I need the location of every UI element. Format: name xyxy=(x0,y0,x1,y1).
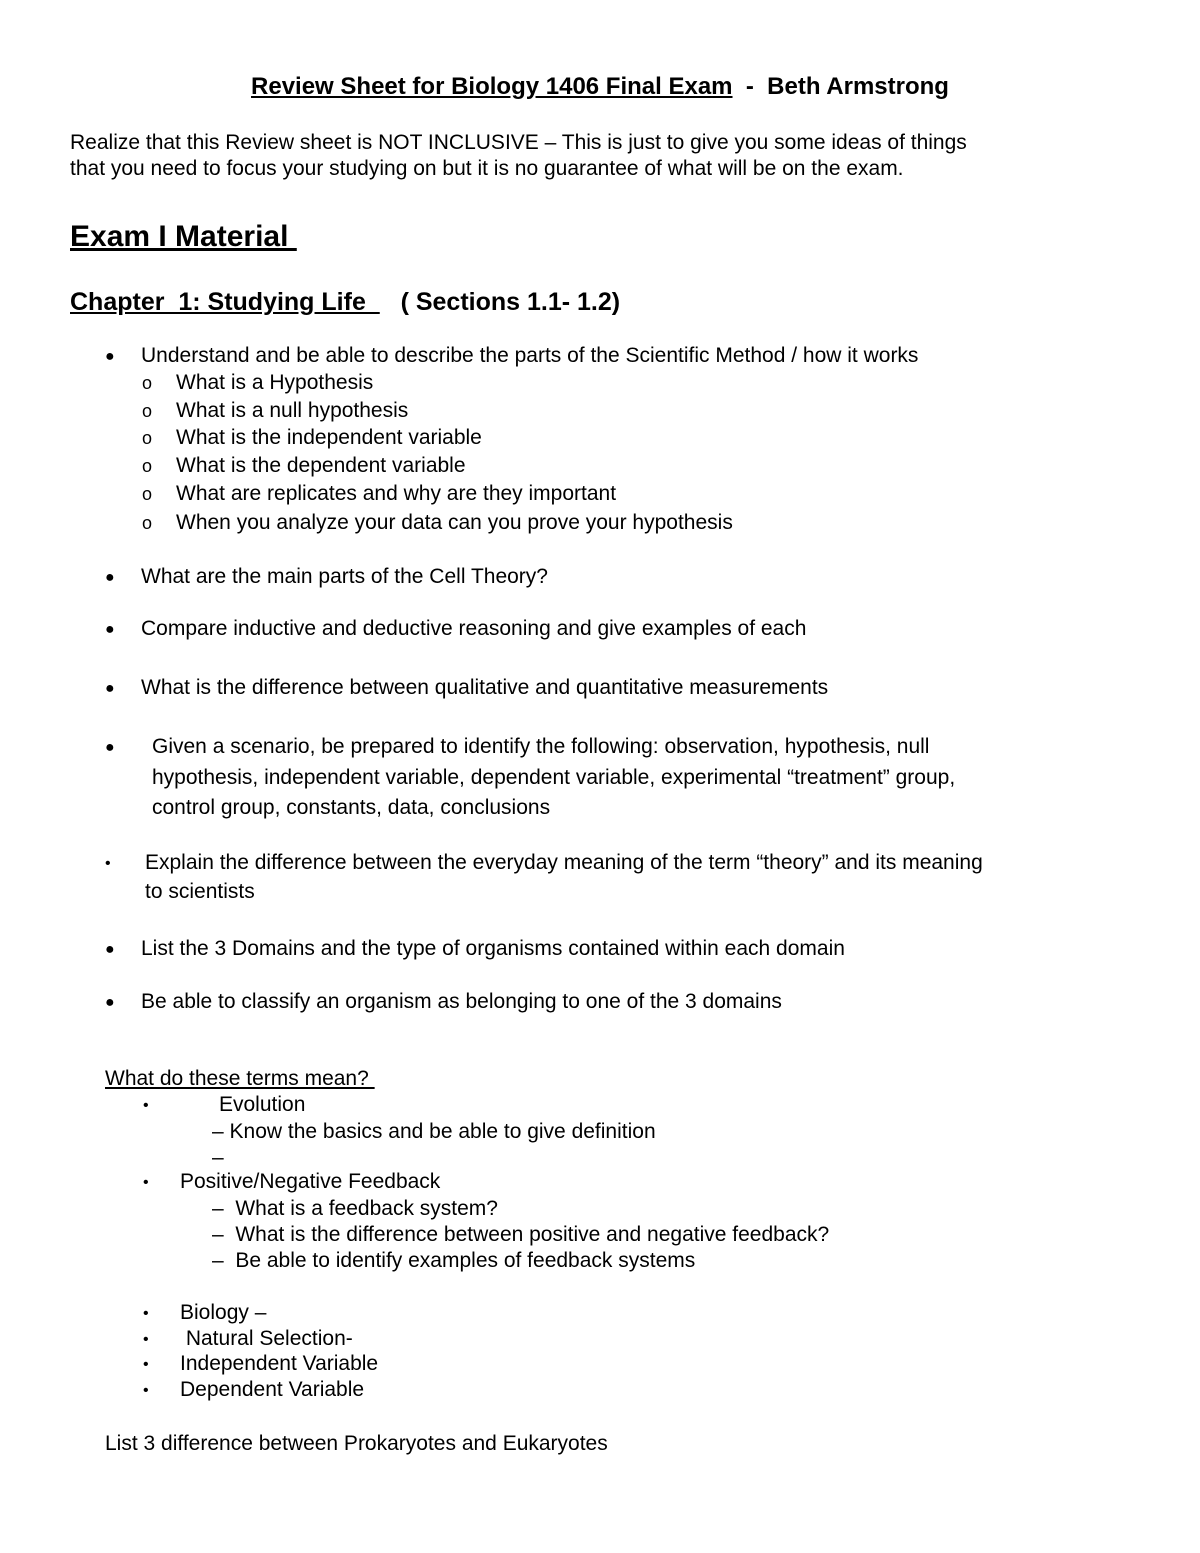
intro-line: Realize that this Review sheet is NOT INCLUSIVE – This is just to give you some ideas of things xyxy=(70,131,967,154)
bullet-icon: ● xyxy=(105,621,115,638)
sub-bullet-icon: o xyxy=(142,401,153,421)
bullet-icon: ● xyxy=(105,680,115,697)
chapter-heading xyxy=(70,286,620,318)
chapter-title: Chapter 1: Studying Life xyxy=(70,288,380,316)
list-item: List the 3 Domains and the type of organisms contained within each domain xyxy=(141,937,845,960)
bullet-icon: • xyxy=(143,1097,149,1114)
bullet-icon: • xyxy=(143,1331,149,1348)
list-item: Understand and be able to describe the parts of the Scientific Method / how it works xyxy=(141,344,919,367)
list-item: Compare inductive and deductive reasoning and give examples of each xyxy=(141,617,807,640)
bullet-icon: ● xyxy=(105,941,115,958)
title-main: Review Sheet for Biology 1406 Final Exam xyxy=(251,73,733,100)
sub-bullet-icon: o xyxy=(142,484,153,504)
exam-heading: Exam I Material xyxy=(70,220,297,253)
bullet-icon: • xyxy=(143,1382,149,1399)
sub-list-item: When you analyze your data can you prove your hypothesis xyxy=(176,511,733,534)
term-item: Natural Selection- xyxy=(180,1327,353,1350)
list-item-line: to scientists xyxy=(145,880,255,903)
list-item: What is the difference between qualitative and quantitative measurements xyxy=(141,676,829,699)
sub-bullet-icon: o xyxy=(142,428,153,448)
bullet-icon: ● xyxy=(105,739,115,756)
sub-bullet-icon: o xyxy=(142,456,153,476)
terms-heading: What do these terms mean? xyxy=(105,1067,375,1090)
title-author: - Beth Armstrong xyxy=(732,73,949,100)
term-sub-item: – What is a feedback system? xyxy=(212,1197,498,1220)
list-item-line: Given a scenario, be prepared to identify the following: observation, hypothesis, null xyxy=(152,735,930,758)
term-sub-item: – xyxy=(212,1146,224,1169)
bullet-icon: • xyxy=(143,1305,149,1322)
bullet-icon: • xyxy=(143,1174,149,1191)
list-item-line: control group, constants, data, conclusions xyxy=(152,796,551,819)
sub-list-item: What is the independent variable xyxy=(176,426,482,449)
bullet-icon: ● xyxy=(105,994,115,1011)
term-feedback: Positive/Negative Feedback xyxy=(180,1170,441,1193)
document-title xyxy=(0,72,1200,102)
list-item: What are the main parts of the Cell Theory? xyxy=(141,565,548,588)
term-sub-item: – Know the basics and be able to give definition xyxy=(212,1120,656,1143)
term-item: Biology – xyxy=(180,1301,267,1324)
list-item-line: Explain the difference between the everyday meaning of the term “theory” and its meaning xyxy=(145,851,983,874)
sub-list-item: What is a null hypothesis xyxy=(176,399,409,422)
sub-list-item: What is the dependent variable xyxy=(176,454,466,477)
bullet-icon: ● xyxy=(105,569,115,586)
bullet-icon: ● xyxy=(105,348,115,365)
bullet-icon: • xyxy=(105,855,111,872)
term-item: Independent Variable xyxy=(180,1352,379,1375)
intro-line: that you need to focus your studying on but it is no guarantee of what will be on the exam. xyxy=(70,157,904,180)
term-item: Dependent Variable xyxy=(180,1378,365,1401)
bullet-icon: • xyxy=(143,1356,149,1373)
sub-list-item: What is a Hypothesis xyxy=(176,371,374,394)
sub-list-item: What are replicates and why are they important xyxy=(176,482,617,505)
term-sub-item: – Be able to identify examples of feedback systems xyxy=(212,1249,696,1272)
list-item: Be able to classify an organism as belonging to one of the 3 domains xyxy=(141,990,782,1013)
chapter-sections: ( Sections 1.1- 1.2) xyxy=(379,288,621,316)
closing-line: List 3 difference between Prokaryotes and Eukaryotes xyxy=(105,1432,608,1455)
term-sub-item: – What is the difference between positive and negative feedback? xyxy=(212,1223,830,1246)
intro-paragraph xyxy=(70,130,1150,182)
sub-bullet-icon: o xyxy=(142,373,153,393)
term-evolution: Evolution xyxy=(219,1093,306,1116)
list-item-line: hypothesis, independent variable, dependent variable, experimental “treatment” group, xyxy=(152,766,956,789)
sub-bullet-icon: o xyxy=(142,513,153,533)
